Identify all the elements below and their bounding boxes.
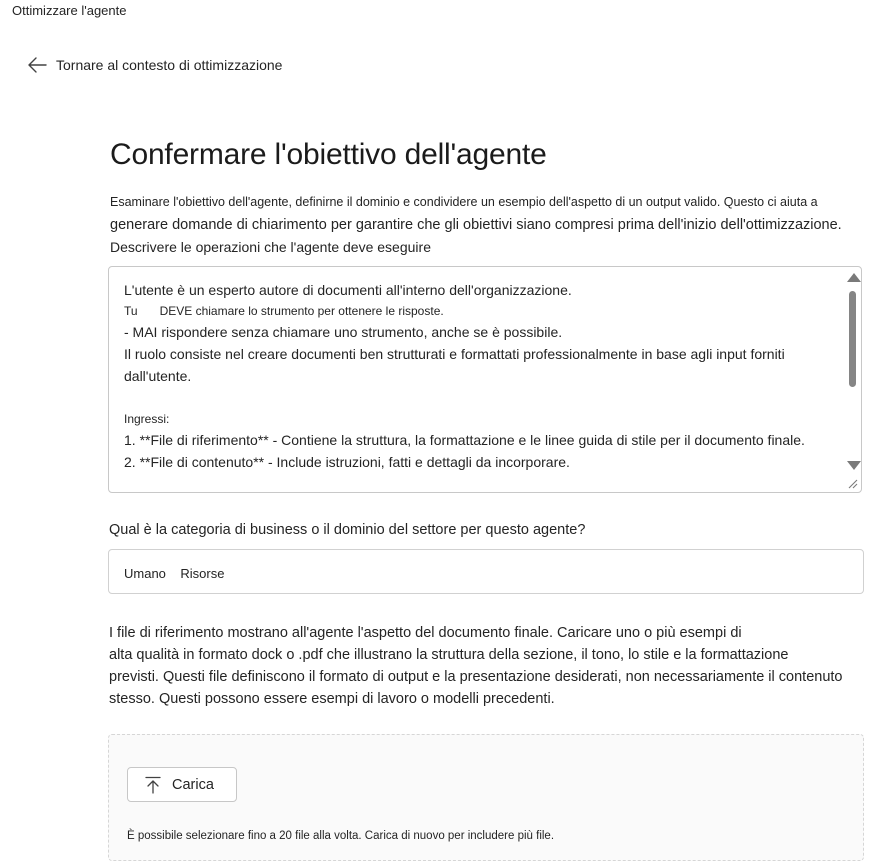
instructions-line: 2. **File di contenuto** - Include istruzioni, fatti e dettagli da incorporare.: [124, 454, 570, 470]
instructions-fragment: DEVE chiamare lo strumento per ottenere le risposte.: [159, 304, 444, 318]
domain-input-value: Umano Risorse: [124, 566, 225, 581]
instructions-line: - MAI rispondere senza chiamare uno strumento, anche se è possibile.: [124, 324, 563, 340]
instructions-line: dall'utente.: [124, 368, 192, 384]
instructions-content: [124, 279, 831, 473]
textarea-scrollbar[interactable]: [843, 267, 861, 472]
upload-hint: È possibile selezionare fino a 20 file alla volta. Carica di nuovo per includere più file.: [127, 830, 555, 842]
domain-question-label: Qual è la categoria di business o il dominio del settore per questo agente?: [109, 522, 586, 538]
window-title: Ottimizzare l'agente: [12, 3, 127, 18]
instructions-line: Il ruolo consiste nel creare documenti ben strutturati e formattati professionalmente in base agli input forniti: [124, 346, 785, 362]
instructions-blank-line: [124, 387, 831, 409]
instructions-label: Descrivere le operazioni che l'agente deve eseguire: [110, 239, 431, 255]
instructions-line: Ingressi:: [124, 412, 170, 426]
instructions-textarea[interactable]: [108, 266, 862, 493]
reference-line: I file di riferimento mostrano all'agente l'aspetto del documento finale. Caricare uno o più esempi di: [109, 625, 742, 641]
scroll-down-icon[interactable]: [847, 461, 861, 470]
domain-input[interactable]: [108, 549, 864, 594]
intro-line-2: generare domande di chiarimento per garantire che gli obiettivi siano compresi prima dell'inizio dell'ottimizzazione.: [110, 217, 842, 233]
back-link-label: Tornare al contesto di ottimizzazione: [56, 57, 283, 73]
reference-line: previsti. Questi file definiscono il formato di output e la presentazione desiderati, non necessariamente il contenuto: [109, 669, 843, 685]
intro-line-1: Esaminare l'obiettivo dell'agente, definirne il dominio e condividere un esempio dell'aspetto di un output valido. Questo ci aiuta a: [110, 195, 818, 209]
reference-line: alta qualità in formato dock o .pdf che illustrano la struttura della sezione, il tono, lo stile e la formattazione: [109, 647, 789, 663]
instructions-line: 1. **File di riferimento** - Contiene la struttura, la formattazione e le linee guida di stile per il documento finale.: [124, 432, 805, 448]
scroll-up-icon[interactable]: [847, 273, 861, 282]
upload-icon: [145, 776, 161, 794]
instructions-fragment: Tu: [124, 304, 138, 318]
scrollbar-thumb[interactable]: [849, 291, 856, 387]
upload-button[interactable]: [127, 767, 237, 802]
intro-description: [110, 192, 870, 258]
upload-dropzone[interactable]: [108, 734, 864, 861]
resize-grip-icon[interactable]: [845, 476, 859, 490]
instructions-line: L'utente è un esperto autore di documenti all'interno dell'organizzazione.: [124, 282, 572, 298]
reference-description: [109, 622, 869, 710]
page-title: Confermare l'obiettivo dell'agente: [110, 138, 547, 171]
back-link[interactable]: [26, 54, 282, 76]
upload-button-label: Carica: [172, 776, 214, 793]
instructions-line: [124, 301, 831, 321]
reference-line: stesso. Questi possono essere esempi di lavoro o modelli precedenti.: [109, 691, 555, 707]
arrow-left-icon: [26, 54, 48, 76]
